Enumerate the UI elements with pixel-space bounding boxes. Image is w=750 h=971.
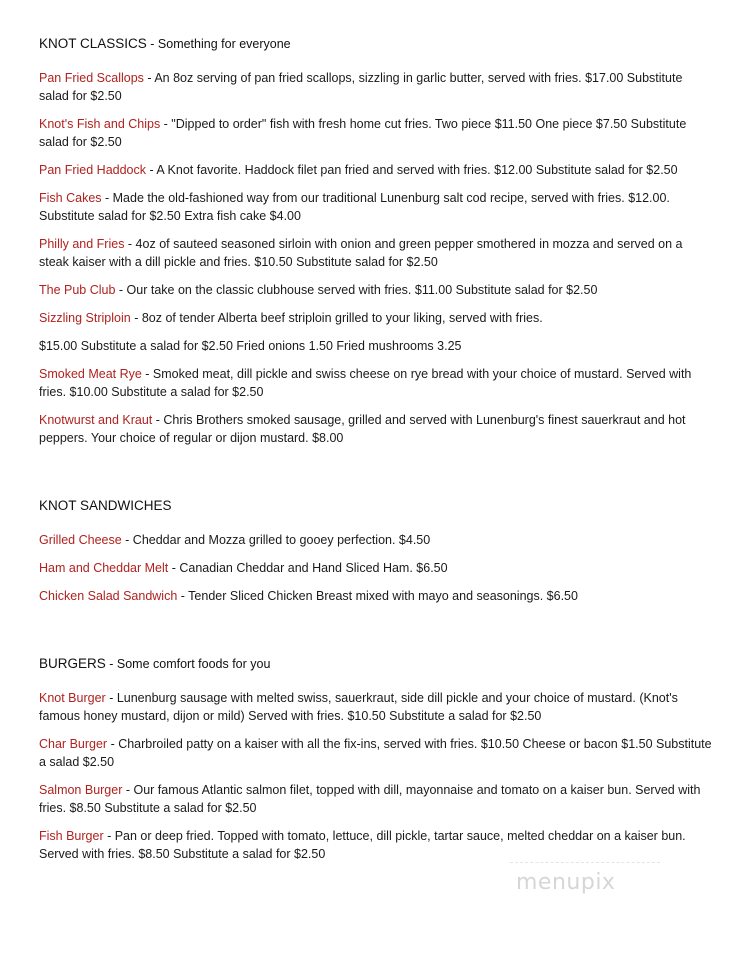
- menu-item: [39, 531, 714, 549]
- section-heading: [39, 655, 714, 673]
- menu-item-desc: - Chris Brothers smoked sausage, grilled and served with Lunenburg's finest sauerkraut and hot peppers. Your choice of regular or dijon mustard. $8.00: [39, 413, 686, 445]
- menu-item-name: Char Burger: [39, 737, 108, 751]
- menu-item-desc: - Lunenburg sausage with melted swiss, sauerkraut, side dill pickle and your choice of mustard. (Knot's famous honey mustard, dijon or mild) Served with fries. $10.50 Substitute a salad for $2.50: [39, 691, 678, 723]
- menu-item: [39, 235, 714, 271]
- menu-item-name: Salmon Burger: [39, 783, 123, 797]
- section-knot-sandwiches: [39, 497, 714, 605]
- menu-item-desc: - Charbroiled patty on a kaiser with all the fix-ins, served with fries. $10.50 Cheese or bacon $1.50 Substitute a salad $2.50: [39, 737, 712, 769]
- menu-item: [39, 309, 714, 327]
- menu-item-desc: - Tender Sliced Chicken Breast mixed with mayo and seasonings. $6.50: [177, 589, 578, 603]
- menu-item: [39, 781, 714, 817]
- menu-item-name: Pan Fried Haddock: [39, 163, 147, 177]
- menu-item-name: Grilled Cheese: [39, 533, 122, 547]
- menu-item-desc: - A Knot favorite. Haddock filet pan fried and served with fries. $12.00 Substitute salad for $2.50: [146, 163, 678, 177]
- menu-item-name: Ham and Cheddar Melt: [39, 561, 169, 575]
- menu-item-desc: - 8oz of tender Alberta beef striploin grilled to your liking, served with fries.: [130, 311, 543, 325]
- menu-item-name: Fish Cakes: [39, 191, 102, 205]
- menu-item-name: Knotwurst and Kraut: [39, 413, 153, 427]
- menu-item: [39, 189, 714, 225]
- menu-item-name: Smoked Meat Rye: [39, 367, 142, 381]
- section-title: BURGERS: [39, 656, 106, 671]
- menu-item-name: Knot's Fish and Chips: [39, 117, 161, 131]
- menu-item-desc: - "Dipped to order" fish with fresh home cut fries. Two piece $11.50 One piece $7.50 Substitute salad for $2.50: [39, 117, 687, 149]
- section-title: KNOT SANDWICHES: [39, 498, 172, 513]
- menu-page: [39, 35, 714, 863]
- watermark-rule: [510, 862, 660, 864]
- menu-item: [39, 281, 714, 299]
- menu-item: [39, 587, 714, 605]
- menu-item-name: Knot Burger: [39, 691, 106, 705]
- menu-item-desc: - Our take on the classic clubhouse served with fries. $11.00 Substitute salad for $2.50: [115, 283, 598, 297]
- menu-item-name: Pan Fried Scallops: [39, 71, 144, 85]
- menu-item-desc: - 4oz of sauteed seasoned sirloin with onion and green pepper smothered in mozza and served on a steak kaiser with a dill pickle and fries. $10.50 Substitute salad for $2.50: [39, 237, 683, 269]
- menu-item: [39, 827, 714, 863]
- menu-item-desc: - Pan or deep fried. Topped with tomato, lettuce, dill pickle, tartar sauce, melted cheddar on a kaiser bun. Served with fries. $8.50 Substitute a salad for $2.50: [39, 829, 686, 861]
- menu-item-desc: - Canadian Cheddar and Hand Sliced Ham. $6.50: [168, 561, 448, 575]
- section-burgers: [39, 655, 714, 863]
- menu-item-desc: $15.00 Substitute a salad for $2.50 Fried onions 1.50 Fried mushrooms 3.25: [39, 339, 462, 353]
- menu-item: [39, 735, 714, 771]
- section-subtitle: - Something for everyone: [146, 37, 291, 51]
- menu-item-name: Chicken Salad Sandwich: [39, 589, 178, 603]
- menu-item: [39, 365, 714, 401]
- menu-item-desc: - Our famous Atlantic salmon filet, topped with dill, mayonnaise and tomato on a kaiser bun. Served with fries. $8.50 Substitute a salad for $2.50: [39, 783, 701, 815]
- menu-item-name: Philly and Fries: [39, 237, 125, 251]
- menu-item-desc: - Made the old-fashioned way from our traditional Lunenburg salt cod recipe, served with fries. $12.00. Substitute salad for $2.50 Extra fish cake $4.00: [39, 191, 670, 223]
- menu-item-desc: - Smoked meat, dill pickle and swiss cheese on rye bread with your choice of mustard. Served with fries. $10.00 Substitute a salad for $2.50: [39, 367, 692, 399]
- menu-item: [39, 411, 714, 447]
- section-heading: [39, 35, 714, 53]
- menu-item: [39, 689, 714, 725]
- section-heading: [39, 497, 714, 515]
- menupix-watermark: [516, 870, 626, 906]
- menu-item-name: Sizzling Striploin: [39, 311, 131, 325]
- section-subtitle: - Some comfort foods for you: [105, 657, 271, 671]
- menu-item: [39, 115, 714, 151]
- menu-item: [39, 559, 714, 577]
- menu-item-name: The Pub Club: [39, 283, 116, 297]
- section-title: KNOT CLASSICS: [39, 36, 147, 51]
- watermark-text: menupix: [516, 870, 616, 895]
- section-knot-classics: [39, 35, 714, 447]
- menu-item-name: Fish Burger: [39, 829, 104, 843]
- menu-item: [39, 161, 714, 179]
- menu-item-desc: - An 8oz serving of pan fried scallops, sizzling in garlic butter, served with fries. $17.00 Substitute salad for $2.50: [39, 71, 683, 103]
- menu-item-continuation: [39, 337, 714, 355]
- menu-item-desc: - Cheddar and Mozza grilled to gooey perfection. $4.50: [121, 533, 431, 547]
- menu-item: [39, 69, 714, 105]
